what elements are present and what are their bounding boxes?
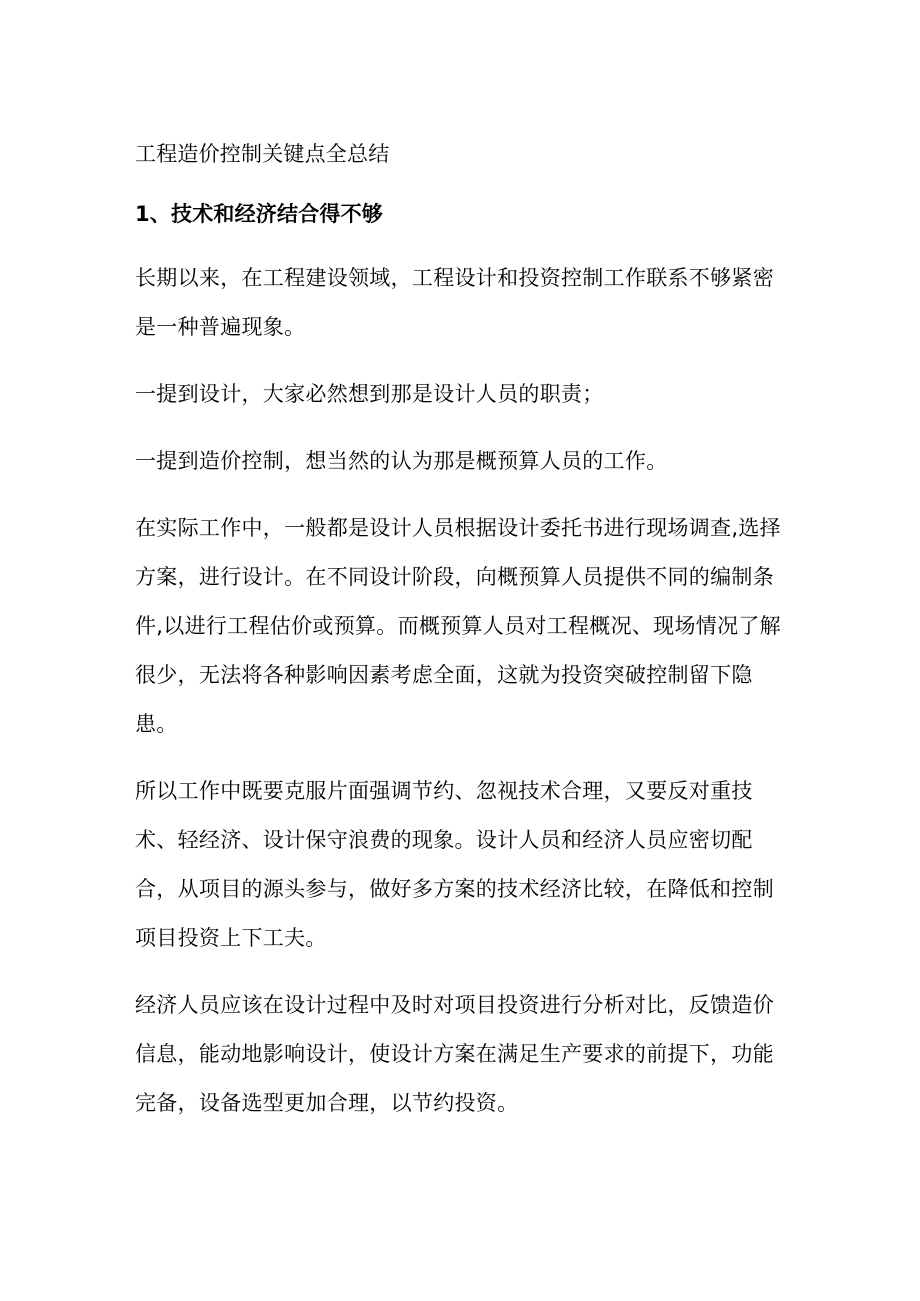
paragraph-line: 术、轻经济、设计保守浪费的现象。设计人员和经济人员应密切配 [135, 828, 753, 852]
paragraph-2 [135, 370, 800, 419]
paragraph-line: 经济人员应该在设计过程中及时对项目投资进行分析对比，反馈造价 [135, 993, 774, 1017]
document-page [135, 136, 800, 1128]
paragraph-line: 在实际工作中，一般都是设计人员根据设计委托书进行现场调查,选择 [135, 516, 781, 540]
paragraph-line: 一提到造价控制，想当然的认为那是概预算人员的工作。 [135, 449, 668, 473]
paragraph-line: 很少，无法将各种影响因素考虑全面，这就为投资突破控制留下隐 [135, 663, 753, 687]
paragraph-line: 长期以来，在工程建设领域，工程设计和投资控制工作联系不够紧密 [135, 266, 774, 290]
paragraph-3 [135, 437, 800, 486]
paragraph-1 [135, 254, 800, 352]
paragraph-5 [135, 767, 800, 963]
paragraph-line: 方案，进行设计。在不同设计阶段，向概预算人员提供不同的编制条 [135, 565, 774, 589]
paragraph-line: 信息，能动地影响设计，使设计方案在满足生产要求的前提下，功能 [135, 1042, 774, 1066]
paragraph-line: 项目投资上下工夫。 [135, 926, 327, 950]
paragraph-line: 一提到设计，大家必然想到那是设计人员的职责； [135, 382, 604, 406]
paragraph-line: 是一种普遍现象。 [135, 315, 306, 339]
paragraph-line: 合，从项目的源头参与，做好多方案的技术经济比较，在降低和控制 [135, 877, 774, 901]
section-heading: 1、技术和经济结合得不够 [135, 202, 384, 226]
paragraph-4 [135, 504, 800, 749]
document-title: 工程造价控制关键点全总结 [135, 142, 390, 166]
paragraph-line: 患。 [135, 712, 178, 736]
paragraph-line: 件,以进行工程估价或预算。而概预算人员对工程概况、现场情况了解 [135, 614, 781, 638]
paragraph-line: 所以工作中既要克服片面强调节约、忽视技术合理，又要反对重技 [135, 779, 753, 803]
paragraph-6 [135, 981, 800, 1128]
paragraph-line: 完备，设备选型更加合理，以节约投资。 [135, 1091, 519, 1115]
